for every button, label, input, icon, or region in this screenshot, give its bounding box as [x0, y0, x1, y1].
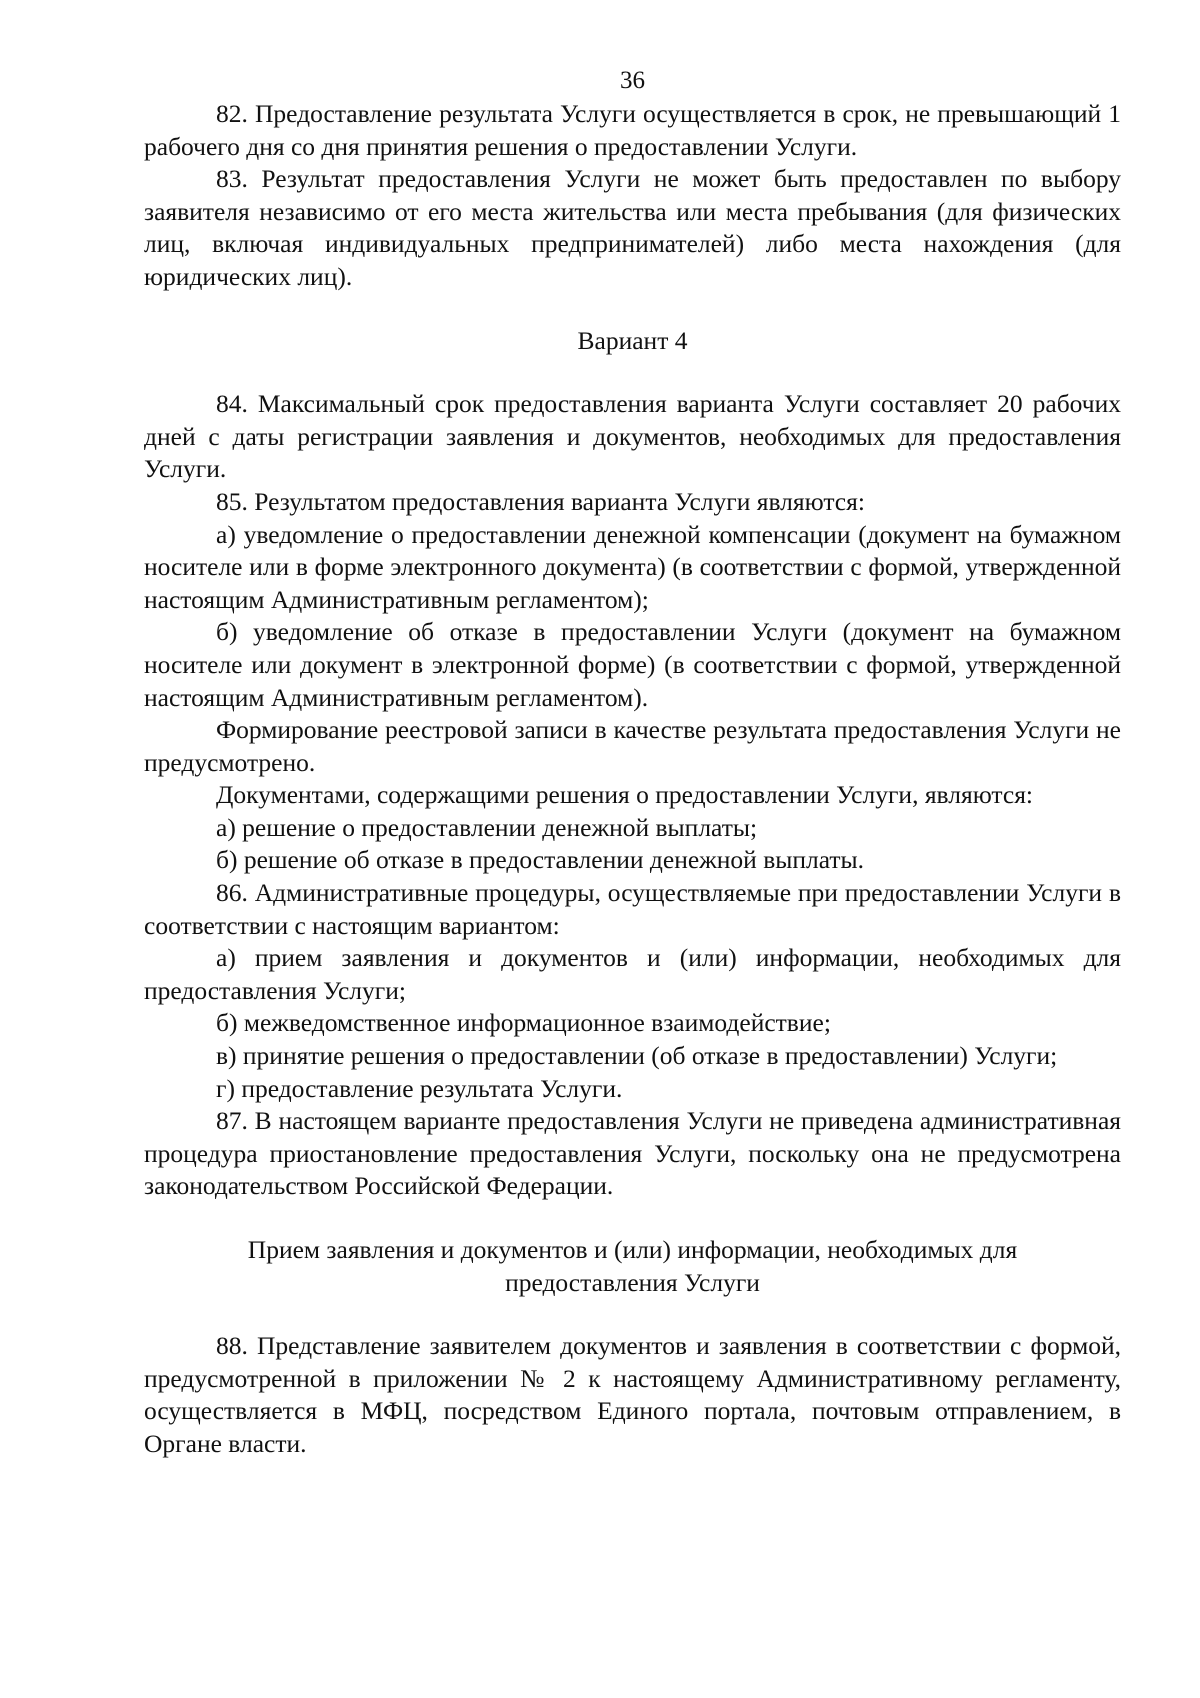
list-item-86v: в) принятие решения о предоставлении (об отказе в предоставлении) Услуги;	[216, 1041, 1058, 1071]
document-page	[144, 64, 1121, 1461]
section-heading-reception	[144, 1234, 1121, 1299]
paragraph-decision-documents: Документами, содержащими решения о предоставлении Услуги, являются:	[216, 780, 1034, 810]
list-item-86b: б) межведомственное информационное взаимодействие;	[216, 1008, 831, 1038]
paragraph-registry-record: Формирование реестровой записи в качестве результата предоставления Услуги не предусмотрено.	[144, 715, 1121, 777]
page-number: 36	[620, 67, 645, 94]
list-item-85b: б) уведомление об отказе в предоставлении Услуги (документ на бумажном носителе или документ в электронной форме) (в соответствии с формой, утвержденной настоящим Административным регламентом).	[144, 617, 1121, 712]
list-item-86g: г) предоставление результата Услуги.	[216, 1073, 623, 1103]
paragraph-85: 85. Результатом предоставления варианта Услуги являются:	[216, 486, 865, 516]
paragraph-83: 83. Результат предоставления Услуги не может быть предоставлен по выбору заявителя независимо от его места жительства или места пребывания (для физических лиц, включая индивидуальных предпринимателей) либо места нахождения (для юридических лиц).	[144, 164, 1121, 291]
list-item-86a: а) прием заявления и документов и (или) информации, необходимых для предоставления Услуги;	[144, 943, 1121, 1005]
paragraph-84: 84. Максимальный срок предоставления варианта Услуги составляет 20 рабочих дней с даты регистрации заявления и документов, необходимых для предоставления Услуги.	[144, 389, 1121, 484]
list-item-decision-a: а) решение о предоставлении денежной выплаты;	[216, 812, 758, 842]
section-heading-reception-line-1: Прием заявления и документов и (или) информации, необходимых для	[247, 1235, 1018, 1264]
list-item-decision-b: б) решение об отказе в предоставлении денежной выплаты.	[216, 845, 865, 875]
paragraph-82: 82. Предоставление результата Услуги осуществляется в срок, не превышающий 1 рабочего дня со дня принятия решения о предоставлении Услуги.	[144, 99, 1121, 161]
paragraph-87: 87. В настоящем варианте предоставления Услуги не приведена административная процедура приостановление предоставления Услуги, поскольку она не предусмотрена законодательством Российской Федерации.	[144, 1106, 1121, 1201]
section-heading-reception-line-2: предоставления Услуги	[505, 1267, 760, 1297]
paragraph-86: 86. Административные процедуры, осуществляемые при предоставлении Услуги в соответствии с настоящим вариантом:	[144, 878, 1121, 940]
paragraph-88: 88. Представление заявителем документов и заявления в соответствии с формой, предусмотренной в приложении № 2 к настоящему Административному регламенту, осуществляется в МФЦ, посредством Единого портала, почтовым отправлением, в Органе власти.	[144, 1331, 1121, 1458]
section-heading-variant-4: Вариант 4	[577, 325, 688, 355]
list-item-85a: а) уведомление о предоставлении денежной компенсации (документ на бумажном носителе или в форме электронного документа) (в соответствии с формой, утвержденной настоящим Административным регламентом);	[144, 519, 1121, 614]
